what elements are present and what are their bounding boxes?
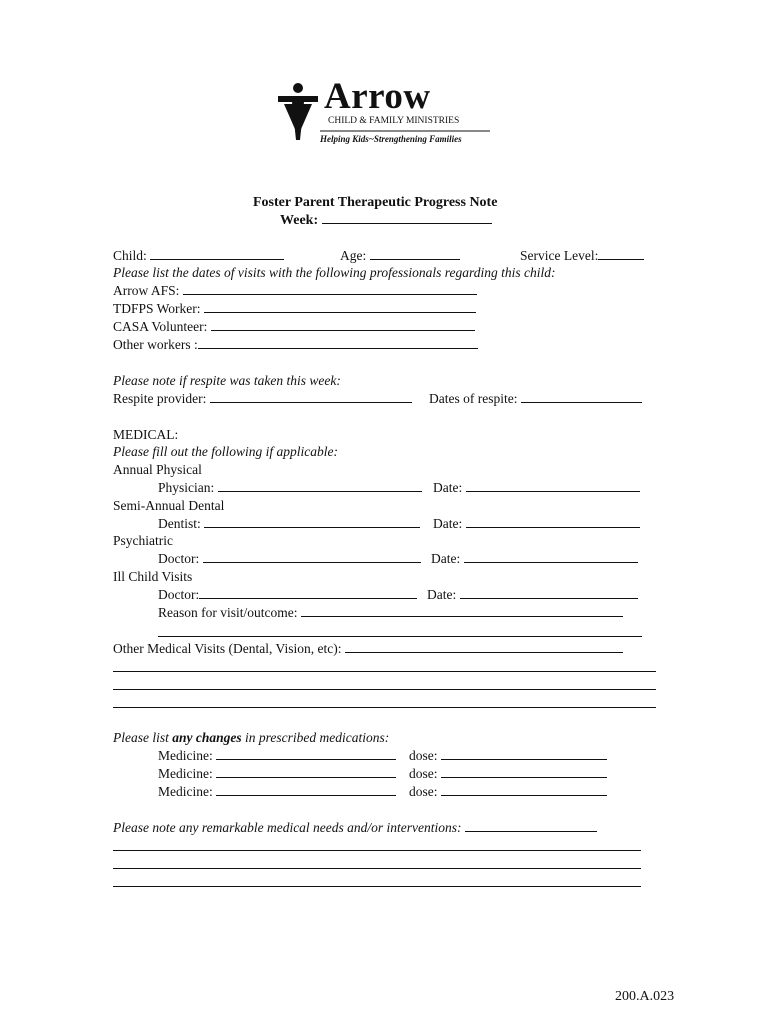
reason-label: Reason for visit/outcome: (158, 605, 298, 620)
tdfps-field[interactable] (204, 300, 476, 313)
age-row (340, 247, 460, 264)
medicine-field-2[interactable] (216, 765, 396, 778)
dose-field-1[interactable] (441, 747, 607, 760)
dentist-row (158, 515, 420, 532)
week-row (280, 211, 492, 229)
dose-field-3[interactable] (441, 783, 607, 796)
physician-date-field[interactable] (466, 479, 640, 492)
physician-label: Physician: (158, 480, 215, 495)
casa-row (113, 318, 475, 335)
remarkable-instruction: Please note any remarkable medical needs and/or interventions: (113, 820, 462, 835)
tdfps-row (113, 300, 476, 317)
dental-heading: Semi-Annual Dental (113, 498, 225, 513)
ill-child-heading: Ill Child Visits (113, 569, 193, 584)
ill-date-label: Date: (427, 587, 457, 602)
medicine-field-1[interactable] (216, 747, 396, 760)
respite-dates-row (429, 390, 642, 407)
other-medical-label: Other Medical Visits (Dental, Vision, etc): (113, 641, 342, 656)
dentist-label: Dentist: (158, 516, 201, 531)
psych-doctor-row (158, 550, 421, 567)
dose-label: dose: (409, 766, 438, 781)
annual-physical-heading: Annual Physical (113, 462, 202, 477)
reason-field[interactable] (301, 604, 623, 617)
remarkable-row (113, 819, 597, 836)
dose-label: dose: (409, 748, 438, 763)
child-label: Child: (113, 248, 147, 263)
medicine-label: Medicine: (158, 748, 213, 763)
week-field[interactable] (322, 211, 492, 224)
dose-row-1 (409, 747, 607, 764)
respite-dates-label: Dates of respite: (429, 391, 518, 406)
physician-row (158, 479, 422, 496)
arrow-afs-row (113, 282, 477, 299)
ill-date-field[interactable] (460, 586, 638, 599)
service-level-label: Service Level: (520, 248, 599, 263)
logo-tagline: Helping Kids~Strengthening Families (320, 134, 462, 144)
psych-doctor-field[interactable] (203, 550, 421, 563)
casa-field[interactable] (211, 318, 475, 331)
dose-label: dose: (409, 784, 438, 799)
age-label: Age: (340, 248, 367, 263)
dentist-field[interactable] (204, 515, 420, 528)
medicine-label: Medicine: (158, 766, 213, 781)
psych-doctor-label: Doctor: (158, 551, 200, 566)
arrow-afs-field[interactable] (183, 282, 477, 295)
child-field[interactable] (150, 247, 284, 260)
logo-subtitle: CHILD & FAMILY MINISTRIES (328, 116, 460, 126)
respite-provider-field[interactable] (210, 390, 412, 403)
medical-heading: MEDICAL: (113, 427, 179, 442)
other-workers-row (113, 336, 478, 353)
ill-doctor-field[interactable] (199, 586, 417, 599)
respite-provider-label: Respite provider: (113, 391, 207, 406)
psych-date-label: Date: (431, 551, 461, 566)
psych-date-field[interactable] (464, 550, 638, 563)
form-title: Foster Parent Therapeutic Progress Note (253, 195, 498, 210)
dentist-date-row (433, 515, 640, 532)
remarkable-field[interactable] (465, 819, 597, 832)
service-level-field[interactable] (598, 247, 644, 260)
other-workers-label: Other workers : (113, 337, 198, 352)
medicine-field-3[interactable] (216, 783, 396, 796)
week-label: Week: (280, 213, 319, 228)
medications-instruction-end: in prescribed medications: (241, 730, 390, 745)
dentist-date-label: Date: (433, 516, 463, 531)
respite-instruction: Please note if respite was taken this week: (113, 373, 341, 388)
age-field[interactable] (370, 247, 460, 260)
psychiatric-heading: Psychiatric (113, 533, 173, 548)
reason-row (158, 604, 623, 621)
medicine-row-1 (158, 747, 396, 764)
dose-field-2[interactable] (441, 765, 607, 778)
other-medical-field[interactable] (345, 640, 623, 653)
service-level-row (520, 247, 644, 264)
remarkable-line-3[interactable] (113, 886, 641, 887)
other-medical-line-3[interactable] (113, 707, 656, 708)
medications-instruction-emphasis: any changes (172, 730, 242, 745)
dose-row-3 (409, 783, 607, 800)
child-row (113, 247, 284, 264)
ill-doctor-row (158, 586, 417, 603)
casa-label: CASA Volunteer: (113, 319, 208, 334)
other-medical-line-2[interactable] (113, 689, 656, 690)
arrow-afs-label: Arrow AFS: (113, 283, 180, 298)
reason-field-line-2[interactable] (158, 636, 642, 637)
ill-doctor-label: Doctor: (158, 587, 200, 602)
remarkable-line-1[interactable] (113, 850, 641, 851)
psych-date-row (431, 550, 638, 567)
logo-wordmark: Arrow (324, 76, 431, 117)
physician-date-row (433, 479, 640, 496)
medicine-label: Medicine: (158, 784, 213, 799)
dose-row-2 (409, 765, 607, 782)
other-medical-row (113, 640, 623, 657)
other-workers-field[interactable] (198, 336, 478, 349)
medications-instruction (113, 729, 389, 746)
respite-provider-row (113, 390, 412, 407)
physician-date-label: Date: (433, 480, 463, 495)
ill-date-row (427, 586, 638, 603)
visits-instruction: Please list the dates of visits with the following professionals regarding this child: (113, 265, 556, 280)
dentist-date-field[interactable] (466, 515, 640, 528)
medications-instruction-start: Please list (113, 730, 173, 745)
medicine-row-3 (158, 783, 396, 800)
medical-instruction: Please fill out the following if applicable: (113, 444, 338, 459)
other-medical-line-1[interactable] (113, 671, 656, 672)
physician-field[interactable] (218, 479, 422, 492)
arrow-logo (278, 78, 494, 148)
tdfps-label: TDFPS Worker: (113, 301, 201, 316)
form-code: 200.A.023 (615, 989, 675, 1004)
remarkable-line-2[interactable] (113, 868, 641, 869)
respite-dates-field[interactable] (521, 390, 642, 403)
medicine-row-2 (158, 765, 396, 782)
